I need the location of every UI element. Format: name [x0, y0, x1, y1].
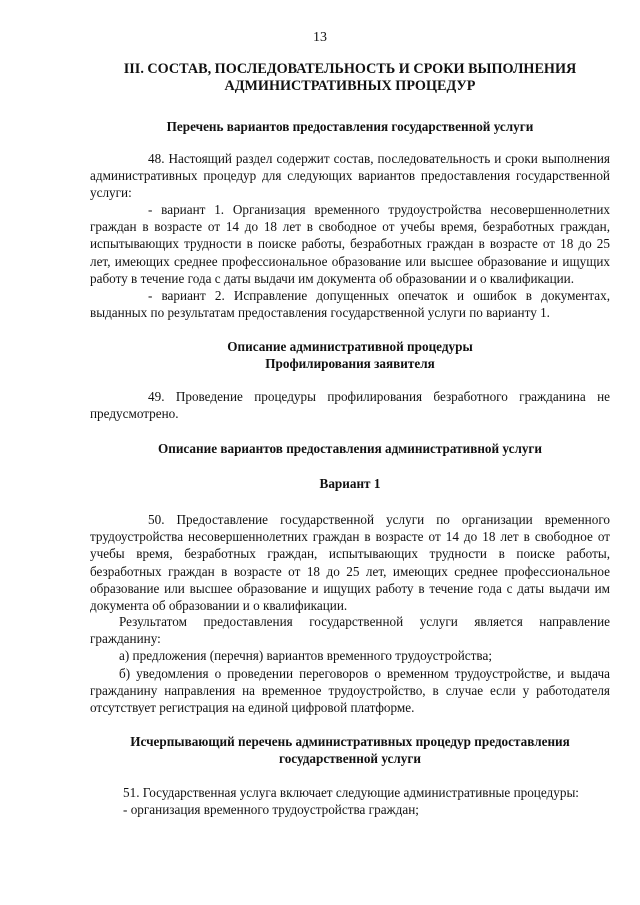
section-title: [70, 61, 630, 95]
heading-exhaustive-line-1: Исчерпывающий перечень административных процедур предоставления: [130, 734, 570, 749]
heading-variants-description: Описание вариантов предоставления административной услуги: [157, 441, 543, 456]
paragraph-48: 48. Настоящий раздел содержит состав, последовательность и сроки выполнения административных процедур для следующих вариантов предоставления государственной услуги:: [90, 151, 610, 201]
list-item-b: б) уведомления о проведении переговоров о временном трудоустройстве, и выдача гражданину направления на временное трудоустройство, в случае если у работодателя отсутствует регистрация на единой цифровой платформе.: [90, 666, 610, 716]
variant-2-item: - вариант 2. Исправление допущенных опечаток и ошибок в документах, выданных по результатам предоставления государственной услуги по варианту 1.: [90, 288, 610, 321]
heading-profiling-line-1: Описание административной процедуры: [227, 339, 473, 354]
heading-variant-1: Вариант 1: [319, 476, 381, 491]
paragraph-result: Результатом предоставления государственной услуги является направление гражданину:: [90, 614, 610, 647]
section-title-line-1: III. СОСТАВ, ПОСЛЕДОВАТЕЛЬНОСТЬ И СРОКИ ВЫПОЛНЕНИЯ: [123, 61, 577, 77]
paragraph-51: 51. Государственная услуга включает следующие административные процедуры:: [123, 785, 579, 800]
paragraph-49: 49. Проведение процедуры профилирования безработного гражданина не предусмотрено.: [90, 389, 610, 422]
heading-exhaustive-line-2: государственной услуги: [279, 751, 421, 767]
heading-profiling: [90, 338, 610, 372]
heading-profiling-line-2: Профилирования заявителя: [265, 356, 435, 372]
heading-variants-list: Перечень вариантов предоставления государственной услуги: [166, 119, 534, 134]
section-title-line-2: АДМИНИСТРАТИВНЫХ ПРОЦЕДУР: [224, 78, 476, 94]
heading-exhaustive-list: [90, 733, 610, 767]
paragraph-51-item-1: - организация временного трудоустройства граждан;: [123, 802, 419, 817]
variant-1-item: - вариант 1. Организация временного трудоустройства несовершеннолетних граждан в возрасте от 14 до 18 лет в свободное от учебы время, безработных граждан, испытывающих трудности в поиске работы, безработных граждан в возрасте от 18 до 25 лет, имеющих среднее профессиональное образование или высшее образование и ищущих работу в течение года с даты выдачи им документа об образовании и о квалификации.: [90, 202, 610, 286]
page-number: 13: [313, 30, 327, 45]
list-item-a: а) предложения (перечня) вариантов временного трудоустройства;: [119, 648, 492, 663]
paragraph-50: 50. Предоставление государственной услуги по организации временного трудоустройства несовершеннолетних граждан в возрасте от 14 до 18 лет в свободное от учебы время, безработных граждан, испытывающих трудности в поиске работы, безработных граждан в возрасте от 18 до 25 лет, имеющих среднее профессиональное образование или высшее образование и ищущих работу в течение года с даты выдачи им документа об образовании и о квалификации.: [90, 512, 610, 614]
